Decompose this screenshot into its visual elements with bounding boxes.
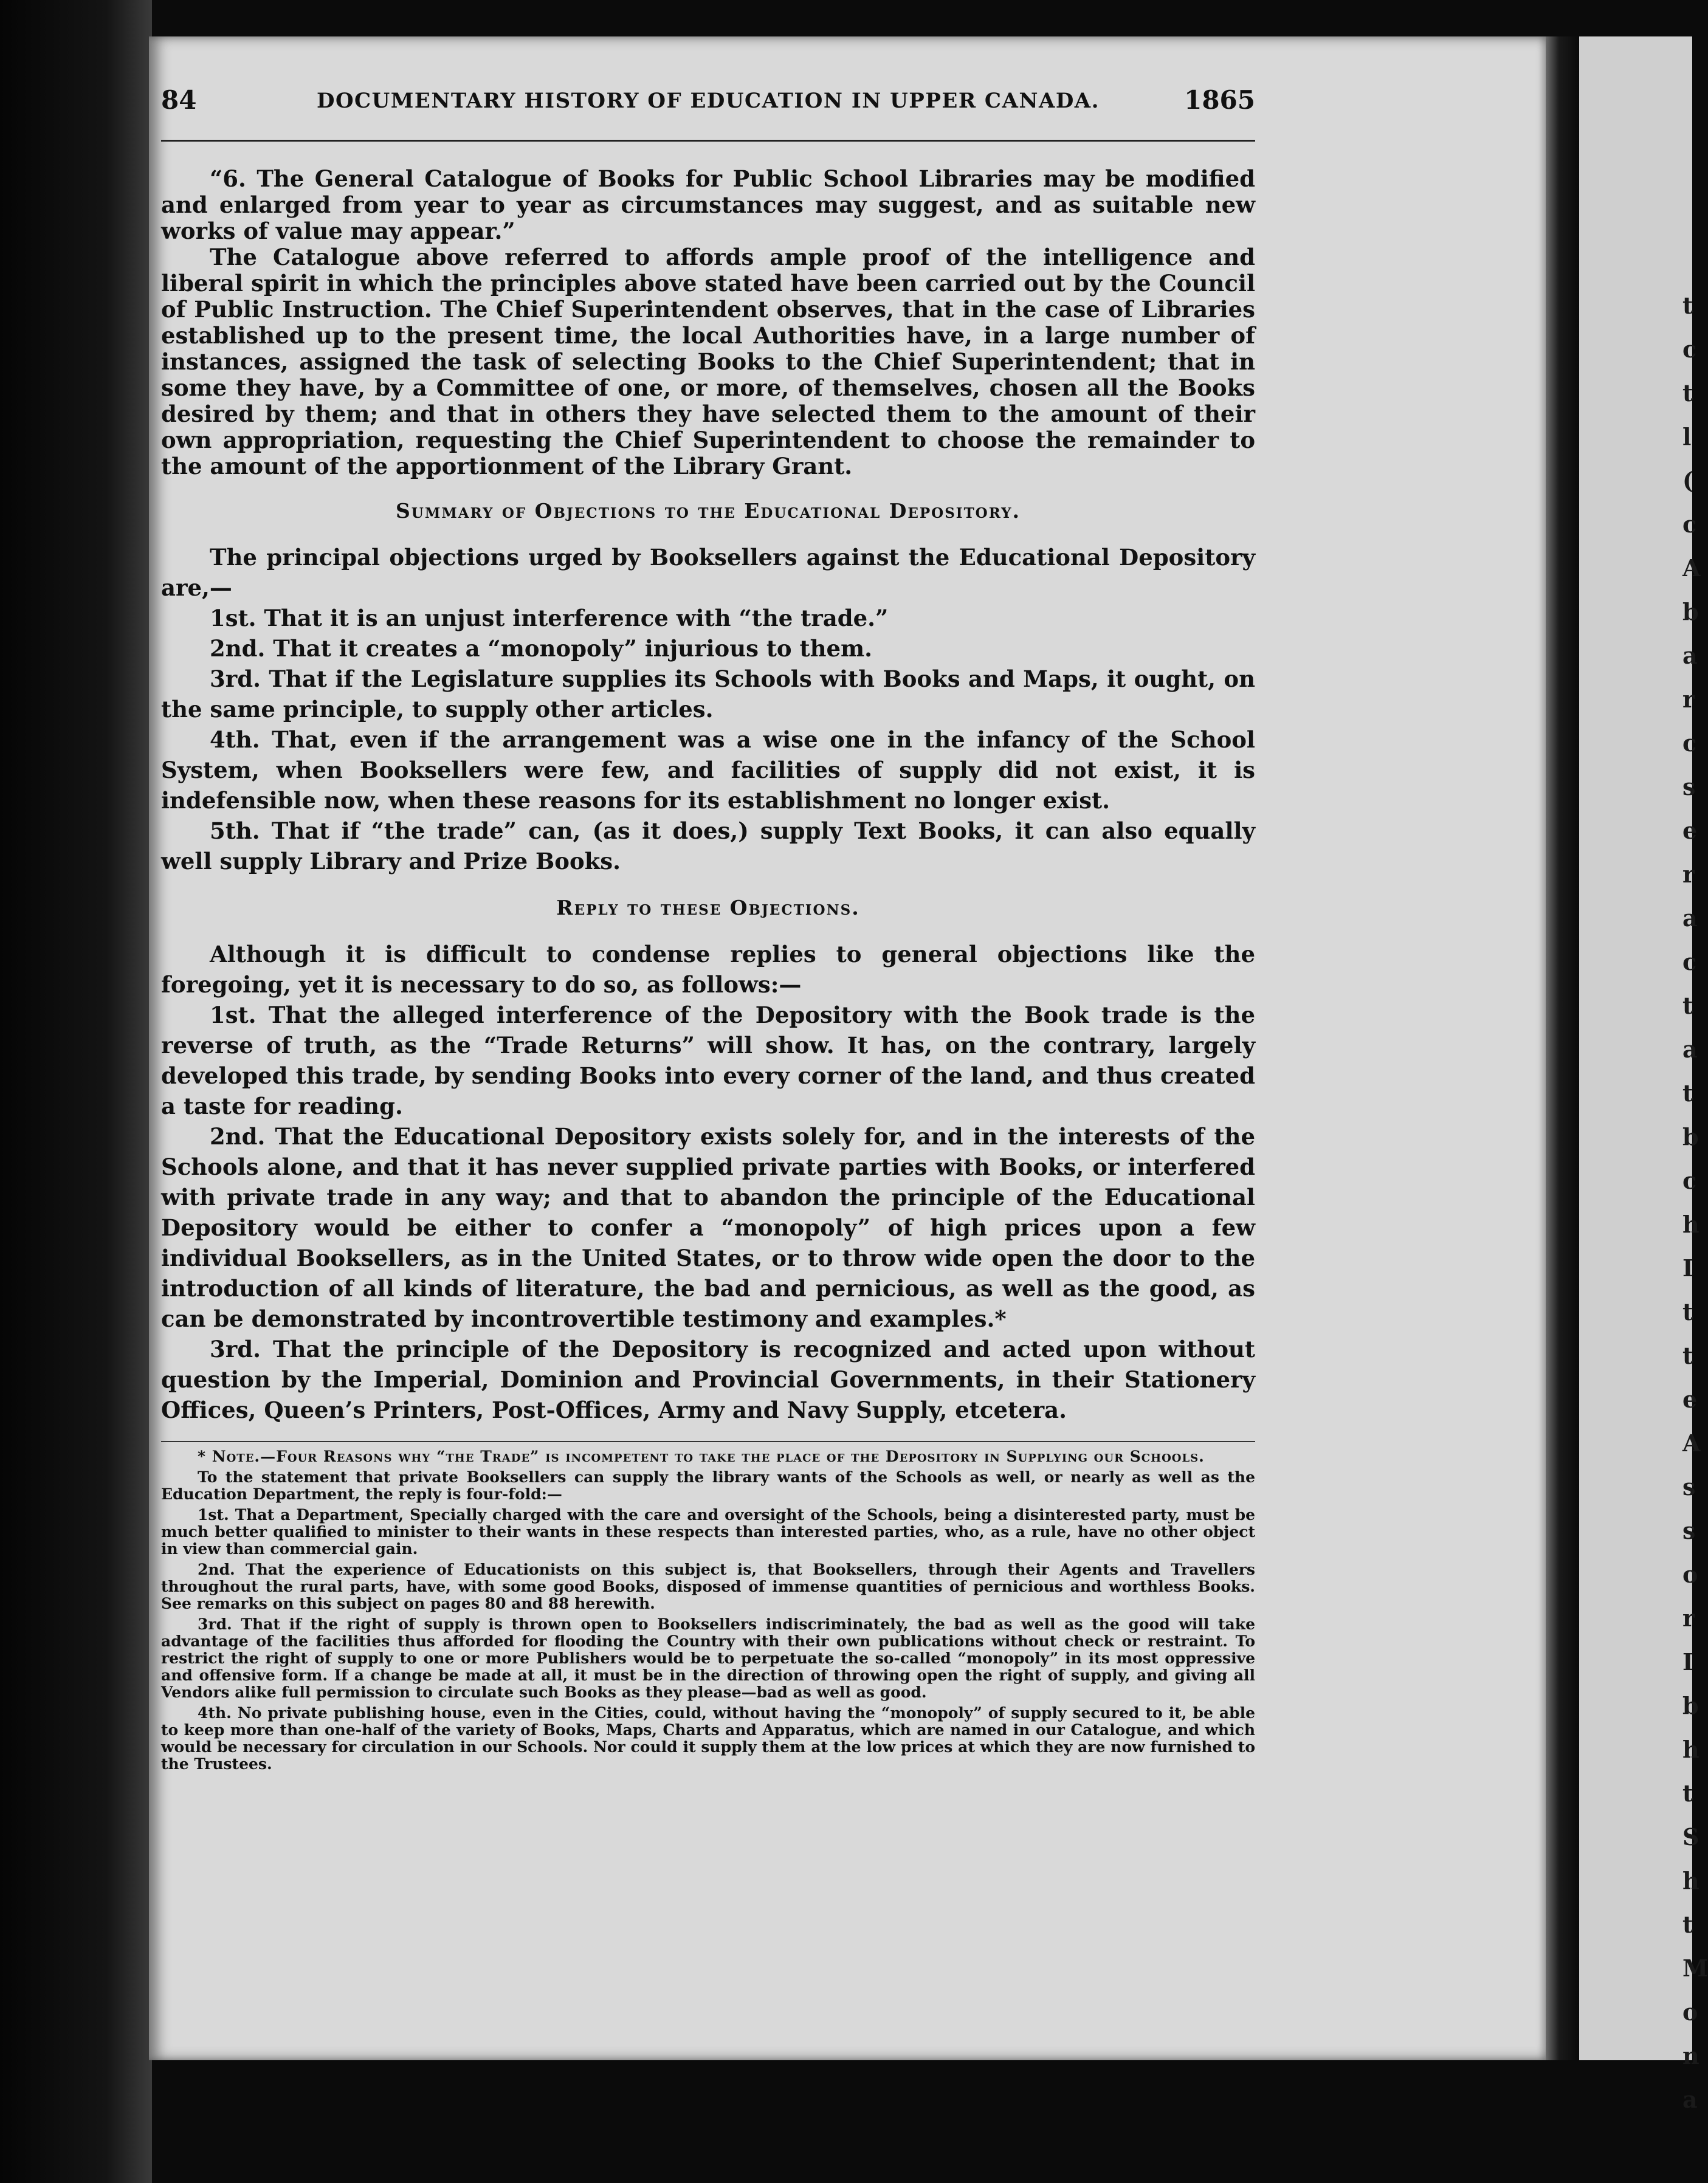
- header-rule: [161, 140, 1255, 142]
- footnote-paragraph: 1st. That a Department, Specially charged with the care and oversight of the Schools, being a disinterested party, must be much better qualified to minister to their wants in these respects than interested parties, who, as a rule, have no other object in view than commercial gain.: [161, 1506, 1255, 1558]
- facing-page-letter: t: [1682, 992, 1693, 1019]
- facing-page-letter: n: [1682, 2042, 1699, 2069]
- footnote-title: * Note.—Four Reasons why “the Trade” is incompetent to take the place of the Depository in Supplying our Schools.: [198, 1448, 1205, 1465]
- footnote-paragraph: 2nd. That the experience of Educationists on this subject is, that Booksellers, through their Agents and Travellers throughout the rural parts, have, with some good Books, disposed of immense quantities of pernicious and worthless Books. See remarks on this subject on pages 80 and 88 herewith.: [161, 1561, 1255, 1612]
- paragraph: “6. The General Catalogue of Books for Public School Libraries may be modified and enlarged from year to year as circumstances may suggest, and as suitable new works of value may appear.”: [161, 165, 1255, 244]
- intro-text: [161, 166, 1255, 480]
- facing-page-letter: h: [1682, 1736, 1699, 1763]
- list-item: 4th. That, even if the arrangement was a wise one in the infancy of the School System, when Booksellers were few, and facilities of supply did not exist, it is indefensible now, when these reasons for its establishment no longer exist.: [161, 726, 1255, 814]
- facing-page-letter: c: [1682, 511, 1697, 538]
- list-item: 5th. That if “the trade” can, (as it does,) supply Text Books, it can also equally well supply Library and Prize Books.: [161, 817, 1255, 875]
- facing-page-letter: o: [1682, 1998, 1698, 2026]
- footnote: [161, 1448, 1255, 1773]
- facing-page-letter: c: [1682, 729, 1697, 757]
- facing-page-letter: t: [1682, 1298, 1693, 1325]
- list-item: 1st. That it is an unjust interference with “the trade.”: [210, 605, 889, 631]
- replies-list: [161, 939, 1255, 1425]
- list-item: 3rd. That the principle of the Depository is recognized and acted upon without question by the Imperial, Dominion and Provincial Governments, in their Stationery Offices, Queen’s Printers, Post-Offices, Army and Navy Supply, etcetera.: [161, 1336, 1255, 1423]
- facing-page-letter: c: [1682, 1167, 1697, 1194]
- paragraph: Although it is difficult to condense replies to general objections like the foregoing, yet it is necessary to do so, as follows:—: [161, 941, 1255, 998]
- facing-page-letter: a: [1682, 2086, 1698, 2113]
- facing-page-letter: A: [1682, 1429, 1701, 1457]
- facing-page-letter: t: [1682, 379, 1693, 407]
- facing-page-letter: c: [1682, 335, 1697, 363]
- paragraph: The principal objections urged by Booksellers against the Educational Depository are,—: [161, 544, 1255, 601]
- facing-page-letter: I: [1682, 1648, 1693, 1676]
- facing-page-letter: a: [1682, 904, 1698, 932]
- running-header: [161, 85, 1255, 134]
- facing-page-letter: r: [1682, 686, 1695, 713]
- facing-page-letter: r: [1682, 1604, 1695, 1632]
- book-binding-edge: [0, 0, 152, 2183]
- facing-page-letter: h: [1682, 1867, 1699, 1894]
- facing-page-letter: t: [1682, 1079, 1693, 1107]
- page-number: 84: [161, 85, 197, 115]
- facing-page-letter: M: [1682, 1954, 1708, 1982]
- footnote-rule: [161, 1441, 1255, 1442]
- facing-page-letter: o: [1682, 1561, 1698, 1588]
- footnote-paragraph: To the statement that private Booksellers can supply the library wants of the Schools as well, or nearly as well as the Education Department, the reply is four-fold:—: [161, 1468, 1255, 1503]
- facing-page-letter: S: [1682, 1823, 1699, 1851]
- objections-list: [161, 542, 1255, 876]
- facing-page-letter: t: [1682, 1779, 1693, 1807]
- facing-page-letter: a: [1682, 1036, 1698, 1063]
- facing-page-letter: a: [1682, 642, 1698, 669]
- facing-page-letter: I: [1682, 1254, 1693, 1282]
- list-item: 2nd. That it creates a “monopoly” injurious to them.: [210, 635, 873, 662]
- footnote-paragraph: 4th. No private publishing house, even in the Cities, could, without having the “monopoly” of supply secured to it, be able to keep more than one-half of the variety of Books, Maps, Charts and Apparatus, which are named in our Catalogue, and which would be necessary for circulation in our Schools. Nor could it supply them at the low prices at which they are now furnished to the Trustees.: [161, 1704, 1255, 1773]
- facing-page-letter: b: [1682, 1123, 1699, 1150]
- facing-page-letter: b: [1682, 598, 1699, 625]
- list-item: 2nd. That the Educational Depository exists solely for, and in the interests of the Schools alone, and that it has never supplied private parties with Books, or interfered with private trade in any way; and that to abandon the principle of the Educational Depository would be either to confer a “monopoly” of high prices upon a few individual Booksellers, as in the United States, or to throw wide open the door to the introduction of all kinds of literature, the bad and pernicious, as well as the good, as can be demonstrated by incontrovertible testimony and examples.*: [161, 1123, 1255, 1332]
- facing-page-letter: l: [1682, 423, 1692, 450]
- footnote-paragraph: 3rd. That if the right of supply is thrown open to Booksellers indiscriminately, the bad as well as the good will take advantage of the facilities thus afforded for flooding the Country with their own publications without check or restraint. To restrict the right of supply to one or more Publishers would be to perpetuate the so-called “monopoly” in its most oppressive and offensive form. If a change be made at all, it must be in the direction of throwing open the right of supply, and giving all Vendors alike full permission to circulate such Books as they please—bad as well as good.: [161, 1615, 1255, 1701]
- facing-page-letter: A: [1682, 554, 1701, 582]
- facing-page-letter: e: [1682, 817, 1698, 844]
- list-item: 3rd. That if the Legislature supplies its Schools with Books and Maps, it ought, on the same principle, to supply other articles.: [161, 665, 1255, 723]
- facing-page-letter: s: [1682, 1517, 1696, 1544]
- header-year: 1865: [1184, 85, 1255, 115]
- facing-page-letter: s: [1682, 773, 1696, 800]
- facing-page-letter: e: [1682, 1386, 1698, 1413]
- facing-page-letter: t: [1682, 1911, 1693, 1938]
- facing-page-letter: c: [1682, 948, 1697, 975]
- list-item: 1st. That the alleged interference of the Depository with the Book trade is the reverse of truth, as the “Trade Returns” will show. It has, on the contrary, largely developed this trade, by sending Books into every corner of the land, and thus created a taste for reading.: [161, 1002, 1255, 1119]
- paragraph: The Catalogue above referred to affords ample proof of the intelligence and liberal spirit in which the principles above stated have been carried out by the Council of Public Instruction. The Chief Superintendent observes, that in the case of Libraries established up to the present time, the local Authorities have, in a large number of instances, assigned the task of selecting Books to the Chief Superintendent; that in some they have, by a Committee of one, or more, of themselves, chosen all the Books desired by them; and that in others they have selected them to the amount of their own appropriation, requesting the Chief Superintendent to choose the remainder to the amount of the apportionment of the Library Grant.: [161, 244, 1255, 480]
- facing-page-letter: b: [1682, 1692, 1699, 1719]
- section-heading: Summary of Objections to the Educational Depository.: [395, 499, 1021, 523]
- facing-page-fragment: [1579, 36, 1708, 2113]
- facing-page-letter: s: [1682, 1473, 1696, 1501]
- facing-page-letter: h: [1682, 1211, 1699, 1238]
- page-gutter: [1546, 36, 1579, 2060]
- facing-page-letter: t: [1682, 1342, 1693, 1369]
- facing-page-letter: (: [1682, 467, 1693, 494]
- page-content: [161, 85, 1255, 1776]
- running-title: DOCUMENTARY HISTORY OF EDUCATION IN UPPER CANADA.: [316, 89, 1100, 113]
- facing-page-letter: t: [1682, 292, 1693, 319]
- facing-page-letter: r: [1682, 861, 1695, 888]
- section-heading: Reply to these Objections.: [556, 896, 860, 920]
